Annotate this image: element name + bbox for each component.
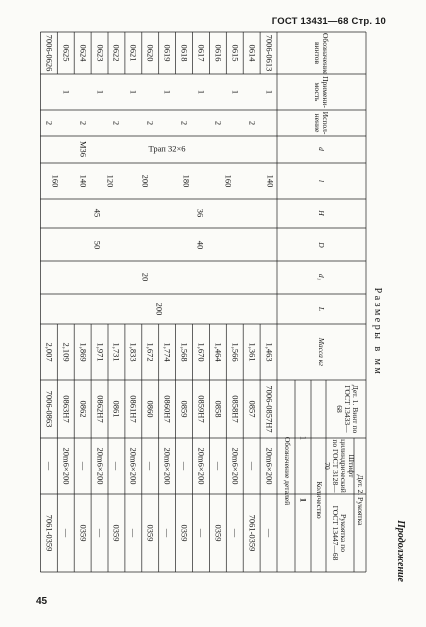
L-value: 200	[154, 302, 165, 316]
col-details-designation: Обозначение деталей	[282, 436, 292, 506]
pin-cell: 20m6×200	[230, 447, 241, 485]
execution-mark: 2	[44, 120, 55, 126]
pin-cell: —	[111, 461, 122, 471]
H-value: 45	[92, 208, 103, 218]
col-designation: Обозначение винтов	[313, 33, 330, 75]
screw-cell: 0861Н7	[128, 395, 139, 423]
handle-cell: 7061-0359	[247, 514, 258, 552]
pin-cell: —	[78, 461, 89, 471]
handle-cell: —	[128, 528, 139, 538]
designation-cell: 7006-0626	[44, 34, 55, 72]
col-pin: Штифт цилиндрический по ГОСТ 3128—70	[323, 439, 356, 493]
col-applicability: Применимость	[313, 76, 330, 108]
screws-table	[40, 32, 366, 582]
mass-cell: 1,670	[196, 342, 207, 362]
screw-cell: 0859Н7	[196, 395, 207, 423]
gost-number: ГОСТ 13431—68	[271, 16, 349, 27]
execution-mark: 2	[78, 120, 89, 126]
execution-mark: 2	[111, 120, 122, 126]
col-d: d	[316, 147, 326, 151]
applicability-mark: 1	[196, 89, 207, 95]
designation-cell: 7006-0613	[264, 34, 275, 72]
mass-cell: 1,731	[111, 342, 122, 362]
mass-cell: 2,007	[44, 342, 55, 362]
d-trap: Трап 32×6	[148, 143, 186, 154]
page-label: Стр. 10	[351, 16, 386, 27]
mass-cell: 1,568	[179, 342, 190, 362]
designation-cell: 0620	[145, 44, 156, 62]
screw-cell: 0861	[111, 400, 122, 418]
handle-cell: —	[61, 528, 72, 538]
mass-cell: 1,774	[162, 342, 173, 362]
mass-cell: 1,672	[145, 342, 156, 362]
mass-cell: 1,833	[128, 342, 139, 362]
handle-cell: —	[196, 528, 207, 538]
D-value: 40	[195, 240, 206, 250]
screw-cell: 0858Н7	[230, 395, 241, 423]
screw-cell: 7006-0863	[44, 390, 55, 428]
l-value: 180	[181, 174, 192, 188]
mass-cell: 1,566	[230, 342, 241, 362]
col-det1: Дет. 1. Винт по ГОСТ 13433—68	[335, 384, 360, 434]
handle-cell: —	[162, 528, 173, 538]
d-m36: М36	[78, 140, 89, 158]
col-execution: Исполнение	[313, 111, 330, 135]
applicability-mark: 1	[230, 89, 241, 95]
screw-cell: 0863Н7	[61, 395, 72, 423]
designation-cell: 0618	[179, 44, 190, 62]
col-quantity: Количество	[314, 481, 324, 519]
handle-cell: —	[95, 528, 106, 538]
col-L: L	[316, 306, 326, 312]
mass-cell: 2,109	[61, 342, 72, 362]
screw-cell: 0862	[78, 400, 89, 418]
execution-mark: 2	[145, 120, 156, 126]
execution-mark: 2	[213, 120, 224, 126]
D-value: 50	[92, 240, 103, 250]
applicability-mark: 1	[162, 89, 173, 95]
l-value: 120	[105, 174, 116, 188]
pin-cell: —	[145, 461, 156, 471]
pin-cell: 20m6×200	[162, 447, 173, 485]
designation-cell: 0622	[111, 44, 122, 62]
mass-cell: 1,463	[264, 342, 275, 362]
screw-cell: 0858	[213, 400, 224, 418]
handle-cell: 0359	[145, 524, 156, 542]
handle-cell: 7061-0359	[44, 514, 55, 552]
mass-cell: 1,971	[95, 342, 106, 362]
qty-handle: 1	[298, 497, 309, 503]
pin-cell: —	[213, 461, 224, 471]
applicability-mark: 1	[264, 89, 275, 95]
designation-cell: 0617	[196, 44, 207, 62]
col-d1: d₁	[316, 273, 326, 281]
l-value: 160	[223, 174, 234, 188]
handle-cell: —	[230, 528, 241, 538]
l-value: 160	[50, 174, 61, 188]
designation-cell: 0614	[247, 44, 258, 62]
handle-cell: 0359	[213, 524, 224, 542]
page-header	[272, 16, 386, 27]
l-value: 200	[140, 174, 151, 188]
col-H: H	[316, 210, 326, 216]
screw-cell: 0857	[247, 400, 258, 418]
screw-cell: 0860	[145, 400, 156, 418]
pin-cell: 20m6×200	[95, 447, 106, 485]
l-value: 140	[78, 174, 89, 188]
mass-cell: 1,361	[247, 342, 258, 362]
designation-cell: 0616	[213, 44, 224, 62]
pin-cell: 20m6×200	[128, 447, 139, 485]
handle-cell: 0359	[111, 524, 122, 542]
handle-cell: 0359	[78, 524, 89, 542]
designation-cell: 0621	[128, 44, 139, 62]
col-l: l	[316, 179, 326, 183]
screw-cell: 0860Н7	[162, 395, 173, 423]
designation-cell: 0624	[78, 44, 89, 62]
l-value: 140	[265, 174, 276, 188]
pin-cell: 20m6×200	[196, 447, 207, 485]
d1-value: 20	[140, 272, 151, 282]
pin-cell: —	[179, 461, 190, 471]
col-mass: Масса кг	[316, 337, 326, 367]
col-D: D	[316, 242, 326, 248]
H-value: 36	[195, 208, 206, 218]
screw-cell: 0862Н7	[95, 395, 106, 423]
designation-cell: 0623	[95, 44, 106, 62]
pin-cell: 20m6×200	[264, 447, 275, 485]
mass-cell: 1,464	[213, 342, 224, 362]
rotated-sheet	[40, 32, 410, 582]
continuation-label: Продолжение	[395, 520, 406, 582]
applicability-mark: 1	[61, 89, 72, 95]
footer-page-number: 45	[36, 596, 48, 607]
designation-cell: 0619	[162, 44, 173, 62]
designation-cell: 0615	[230, 44, 241, 62]
pin-cell: 20m6×200	[61, 447, 72, 485]
execution-mark: 2	[179, 120, 190, 126]
mass-cell: 1,869	[78, 342, 89, 362]
applicability-mark: 1	[128, 89, 139, 95]
pin-cell: —	[247, 461, 258, 471]
handle-cell: 0359	[179, 524, 190, 542]
qty-screw: 1	[298, 435, 309, 441]
handle-cell: —	[264, 528, 275, 538]
screw-cell: 0859	[179, 400, 190, 418]
execution-mark: 2	[247, 120, 258, 126]
designation-cell: 0625	[61, 44, 72, 62]
screw-cell: 7006-0857Н7	[264, 385, 275, 433]
col-handle: Рукоятка по ГОСТ 13447—68	[331, 505, 348, 561]
applicability-mark: 1	[95, 89, 106, 95]
pin-cell: —	[44, 461, 55, 471]
sizes-caption: Размеры в мм	[372, 287, 383, 377]
col-det2: Дет. 2. Рукоятка	[355, 474, 365, 526]
